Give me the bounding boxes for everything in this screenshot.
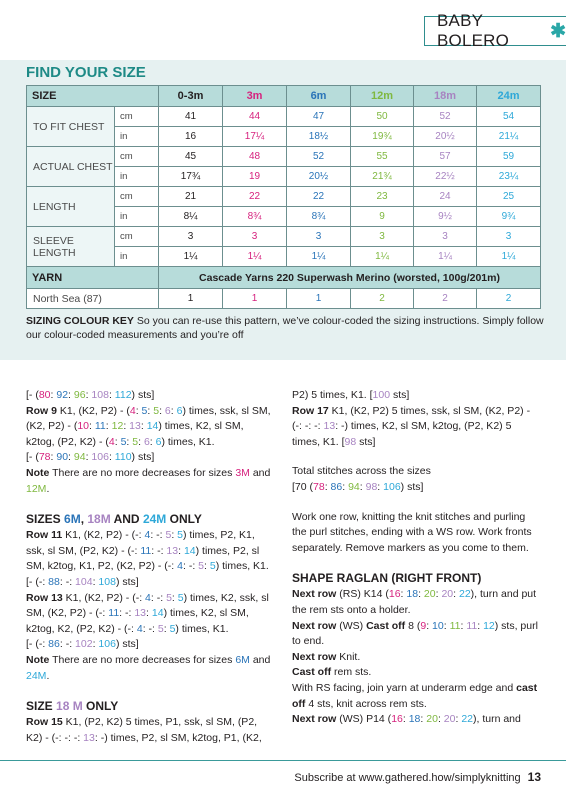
table-cell: 3 — [287, 227, 351, 247]
paragraph: Next row (WS) Cast off 8 (9: 10: 11: 11: 12) sts, purl to end. — [292, 619, 538, 648]
unit-label: cm — [115, 227, 159, 247]
table-cell: 2 — [351, 289, 414, 309]
table-cell: 17¾ — [159, 167, 223, 187]
measurement-label: LENGTH — [27, 187, 115, 227]
table-cell: 3 — [351, 227, 414, 247]
paragraph: Next row Knit. — [292, 650, 361, 663]
table-cell: 18½ — [287, 127, 351, 147]
sizing-colour-key — [26, 314, 546, 342]
unit-label: in — [115, 247, 159, 267]
table-row — [27, 187, 541, 207]
unit-label: cm — [115, 107, 159, 127]
table-cell: 44 — [223, 107, 287, 127]
table-cell: 48 — [223, 147, 287, 167]
table-cell: 50 — [351, 107, 414, 127]
table-cell: 21¾ — [351, 167, 414, 187]
table-cell: 19 — [223, 167, 287, 187]
section-heading: SIZE 18 M ONLY — [26, 699, 119, 714]
table-cell: 8¾ — [287, 207, 351, 227]
footer — [294, 770, 541, 784]
table-cell: 16 — [159, 127, 223, 147]
paragraph: Row 9 K1, (K2, P2) - (4: 5: 5: 6: 6) times, ssk, sl SM, (K2, P2) - (10: 11: 12: 13: 14) times, K2, sl SM, k2tog, (P2, K2) - (4: 5: 5: 6: 6) times, K1. — [26, 404, 271, 448]
unit-label: in — [115, 127, 159, 147]
table-cell: 1 — [287, 289, 351, 309]
table-cell: 19¾ — [351, 127, 414, 147]
table-cell: 1 — [223, 289, 287, 309]
table-cell: 20½ — [414, 127, 477, 147]
paragraph: [- (-: 86: -: 102: 106) sts] — [26, 638, 139, 651]
size-col-6m: 6m — [287, 86, 351, 107]
size-col-0-3m: 0-3m — [159, 86, 223, 107]
size-col-24m: 24m — [477, 86, 541, 107]
key-title: SIZING COLOUR KEY — [26, 315, 134, 327]
table-cell: 25 — [477, 187, 541, 207]
table-cell: 24 — [414, 187, 477, 207]
table-row — [27, 107, 541, 127]
table-cell: 1¼ — [351, 247, 414, 267]
table-cell: 23¼ — [477, 167, 541, 187]
yarn-row — [27, 267, 541, 289]
paragraph: With RS facing, join yarn at underarm edge and cast off 4 sts, knit across rem sts. — [292, 681, 538, 710]
section-heading: SIZES 6M, 18M AND 24M ONLY — [26, 512, 202, 527]
section-heading: SHAPE RAGLAN (RIGHT FRONT) — [292, 571, 482, 586]
table-cell: 23 — [351, 187, 414, 207]
table-row — [27, 227, 541, 247]
table-cell: 3 — [414, 227, 477, 247]
size-header-label: SIZE — [27, 86, 159, 107]
paragraph: Next row (RS) K14 (16: 18: 20: 20: 22), turn and put the rem sts onto a holder. — [292, 588, 537, 616]
footer-divider — [0, 760, 566, 761]
size-col-18m: 18m — [414, 86, 477, 107]
table-cell: 8¾ — [223, 207, 287, 227]
table-cell: 47 — [287, 107, 351, 127]
table-cell: 22½ — [414, 167, 477, 187]
table-cell: 9½ — [414, 207, 477, 227]
table-row — [27, 147, 541, 167]
colour-row — [27, 289, 541, 309]
right-column — [292, 388, 540, 728]
table-cell: 17¼ — [223, 127, 287, 147]
paragraph: Work one row, knitting the knit stitches and purling the purl stitches, ending with a WS row. Work fronts separately. Remove markers as you come to them. — [292, 510, 532, 554]
paragraph: [- (78: 90: 94: 106: 110) sts] — [26, 451, 155, 464]
table-cell: 21¼ — [477, 127, 541, 147]
table-cell: 1¼ — [287, 247, 351, 267]
unit-label: cm — [115, 147, 159, 167]
paragraph: Row 17 K1, (K2, P2) 5 times, ssk, sl SM, (K2, P2) - (-: -: -: 13: -) times, K2, sl SM, k2tog, (P2, K2) 5 times, K1. [98 sts] — [292, 404, 531, 448]
unit-label: cm — [115, 187, 159, 207]
size-col-3m: 3m — [223, 86, 287, 107]
yarn-name: Cascade Yarns 220 Superwash Merino (worsted, 100g/201m) — [159, 267, 541, 289]
table-cell: 22 — [287, 187, 351, 207]
paragraph: Note There are no more decreases for sizes 6M and 24M. — [26, 653, 271, 682]
table-cell: 2 — [414, 289, 477, 309]
paragraph: [- (80: 92: 96: 108: 112) sts] — [26, 389, 155, 401]
table-cell: 3 — [159, 227, 223, 247]
table-cell: 3 — [477, 227, 541, 247]
measurement-label-line2: LENGTH — [33, 246, 76, 259]
measurement-label: ACTUAL CHEST — [27, 147, 115, 187]
subscribe-link[interactable]: Subscribe at www.gathered.how/simplyknitting — [294, 772, 521, 784]
paragraph: Row 15 K1, (P2, K2) 5 times, P1, ssk, sl SM, (P2, K2) - (-: -: -: 13: -) times, P2, sl SM, k2tog, P1, (K2, — [26, 716, 262, 744]
table-cell: 41 — [159, 107, 223, 127]
measurement-label — [27, 227, 115, 267]
table-cell: 57 — [414, 147, 477, 167]
paragraph: [70 (78: 86: 94: 98: 106) sts] — [292, 480, 424, 493]
yarn-label: YARN — [27, 267, 159, 289]
size-col-12m: 12m — [351, 86, 414, 107]
paragraph: Note There are no more decreases for sizes 3M and 12M. — [26, 466, 271, 495]
pattern-title: BABY BOLERO — [437, 11, 510, 50]
table-cell: 9 — [351, 207, 414, 227]
table-cell: 59 — [477, 147, 541, 167]
measurement-label: TO FIT CHEST — [27, 107, 115, 147]
table-cell: 3 — [223, 227, 287, 247]
measurement-label-line1: SLEEVE — [33, 234, 74, 247]
table-cell: 55 — [351, 147, 414, 167]
table-cell: 22 — [223, 187, 287, 207]
unit-label: in — [115, 167, 159, 187]
left-column — [26, 388, 274, 746]
colour-label: North Sea (87) — [27, 289, 159, 309]
table-cell: 9¾ — [477, 207, 541, 227]
table-cell: 52 — [414, 107, 477, 127]
paragraph: Cast off rem sts. — [292, 666, 372, 679]
table-cell: 1¼ — [477, 247, 541, 267]
table-cell: 1¼ — [414, 247, 477, 267]
table-cell: 1¼ — [223, 247, 287, 267]
table-cell: 1 — [159, 289, 223, 309]
size-table — [26, 85, 541, 309]
paragraph: Total stitches across the sizes — [292, 465, 431, 478]
paragraph: Row 13 K1, (K2, P2) - (-: 4: -: 5: 5) times, K2, ssk, sl SM, (K2, P2) - (-: 11: -: 13: 14) times, K2, sl SM, k2tog, K2, (P2, K2) - (-: 4: -: 5: 5) times, K1. — [26, 591, 269, 635]
table-cell: 8¼ — [159, 207, 223, 227]
paragraph: Row 11 K1, (K2, P2) - (-: 4: -: 5: 5) times, P2, K1, ssk, sl SM, (P2, K2) - (-: 11: -: 13: 14) times, P2, sl SM, k2tog, K1, P2, (K2, P2) - (-: 4: -: 5: 5) times, K1. [- (-: 88: -: 104: 108) sts] — [26, 529, 269, 588]
find-size-heading: FIND YOUR SIZE — [26, 64, 146, 81]
paragraph: P2) 5 times, K1. [100 sts] — [292, 389, 410, 401]
table-cell: 21 — [159, 187, 223, 207]
header-tab — [424, 11, 566, 50]
page-number: 13 — [527, 770, 541, 784]
table-cell: 54 — [477, 107, 541, 127]
key-body: So you can re-use this pattern, we’ve colour-coded the sizing instructions. Simply follow our colour-coded measurements and you’re off — [26, 315, 544, 341]
table-cell: 52 — [287, 147, 351, 167]
table-cell: 1¼ — [159, 247, 223, 267]
asterisk-icon: ✱ — [550, 20, 566, 42]
size-header-row — [27, 86, 541, 107]
unit-label: in — [115, 207, 159, 227]
table-cell: 20½ — [287, 167, 351, 187]
paragraph: Next row (WS) P14 (16: 18: 20: 20: 22), turn and — [292, 713, 521, 726]
table-cell: 45 — [159, 147, 223, 167]
table-cell: 2 — [477, 289, 541, 309]
